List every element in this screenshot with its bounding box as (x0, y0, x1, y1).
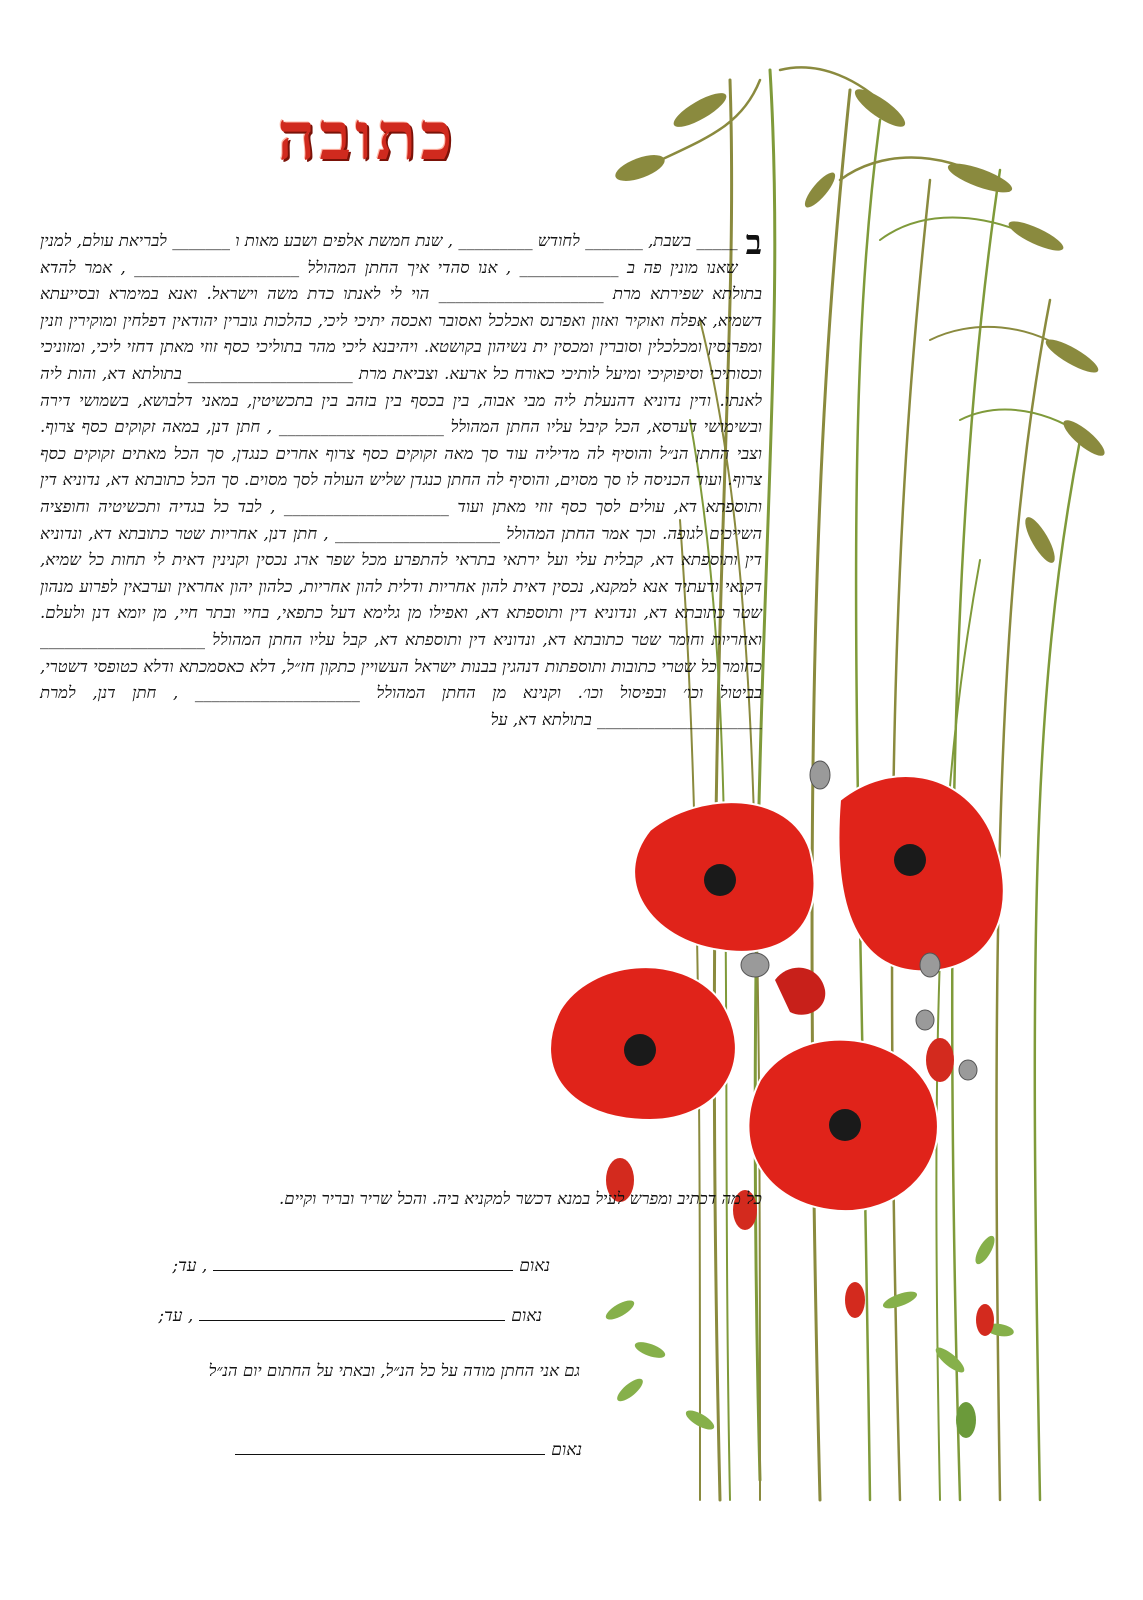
witness-2-line (122, 1306, 542, 1326)
witness-1-signature-field[interactable] (213, 1256, 513, 1271)
initial-letter: ב (745, 223, 762, 263)
witness-1-prefix: נאום (519, 1256, 550, 1276)
groom-sign-line (222, 1440, 582, 1460)
witness-1-suffix: , עד; (172, 1256, 208, 1276)
document-title: כתובה (277, 97, 457, 175)
ketubah-text: _____ בשבת, _______ לחודש _________ , שנת חמשת אלפים ושבע מאות ו _______ לבריאת עולם, למנין שאנו מונין פה ב ____________ , אנו סהדי איך החתן המהולל ____________________ , אמר להדא בתולתא שפירתא מרת ____________________ הוי לי לאנתו כדת משה וישראל. ואנא במימרא ובסייעתא דשמיא, אפלח ואוקיר ואזון ואפרנס ואכלכל ואסובר ואכסה יתיכי ליכי, כהלכות גוברין יהודאין דפלחין ומוקירין וזנין ומפרנסין ומכלכלין וסוברין ומכסין ית נשיהון בקושטא. ויהיבנא ליכי מהר בתוליכי כסף זוזי מאתן דחזי ליכי, ומזוניכי וכסותיכי וסיפוקיכי ומיעל לותיכי כאורח כל ארעא. וצביאת מרת ____________________ בתולתא דא, והות ליה לאנתו. ודין נדוניא דהנעלת ליה מבי אבוה, בין בכסף בין בזהב בין בתכשיטין, במאני דלבושא, בשמושי דירה ובשימושי דערסא, הכל קיבל עליו החתן המהולל ____________________ , חתן דנן, במאה זקוקים כסף צרוף. וצבי החתן הנ״ל והוסיף לה מדיליה עוד סך מאה זקוקים כסף צרוף אחרים כנגדן, סך הכל מאתים זקוקים כסף צרוף. ועוד הכניסה לו סך מסוים, והוסיף לה החתן כנגדן שליש העולה לסך מסוים. סך הכל כתובתא דא, נדוניא דין ותוספתא דא, עולים לסך כסף זוזי מאתן ועוד ____________________ , לבד כל בגדיה ותכשיטיה וחופציה השייכים לגופה. וכך אמר החתן המהולל ____________________ , חתן דנן, אחריות שטר כתובתא דא, ונדוניא דין ותוספתא דא, קבלית עלי ועל ירתאי בתראי להתפרע מכל שפר ארג נכסין וקנינין דאית לי תחות כל שמיא, דקנאי ודעתיד אנא למקנא, נכסין דאית להון אחריות ודלית להון אחריות, כלהון יהון אחראין וערבאין לפרוע מנהון שטר כתובתא דא, ונדוניא דין ותוספתא דא, ואפילו מן גלימא דעל כתפאי, בחיי ובתר חיי, מן יומא דנן ולעלם. ואחריות וחומר שטר כתובתא דא, ונדוניא דין ותוספתא דא, קבל עליו החתן המהולל ____________________ כחומר כל שטרי כתובות ותוספתות דנהגין בבנות ישראל העשויין כתקון חז״ל, דלא כאסמכתא ודלא כטופסי דשטרי, בביטול וכו׳ ובפיסול וכו׳. וקנינא מן החתן המהולל ____________________ , חתן דנן, למרת ____________________ בתולתא דא, על (40, 231, 762, 729)
closing-text: כל מה דכתיב ומפרש לעיל במנא דכשר למקניא ביה. והכל שריר ובריר וקיים. (279, 1189, 762, 1208)
witness-2-suffix: , עד; (158, 1306, 194, 1326)
witness-1-line (130, 1256, 550, 1276)
witness-2-signature-field[interactable] (199, 1306, 505, 1321)
witness-2-prefix: נאום (511, 1306, 542, 1326)
ketubah-body (40, 223, 762, 733)
groom-sign-prefix: נאום (551, 1440, 582, 1460)
groom-statement: גם אני החתן מודה על כל הנ״ל, ובאתי על החתום יום הנ״ל (208, 1361, 580, 1380)
groom-signature-field[interactable] (235, 1440, 545, 1455)
